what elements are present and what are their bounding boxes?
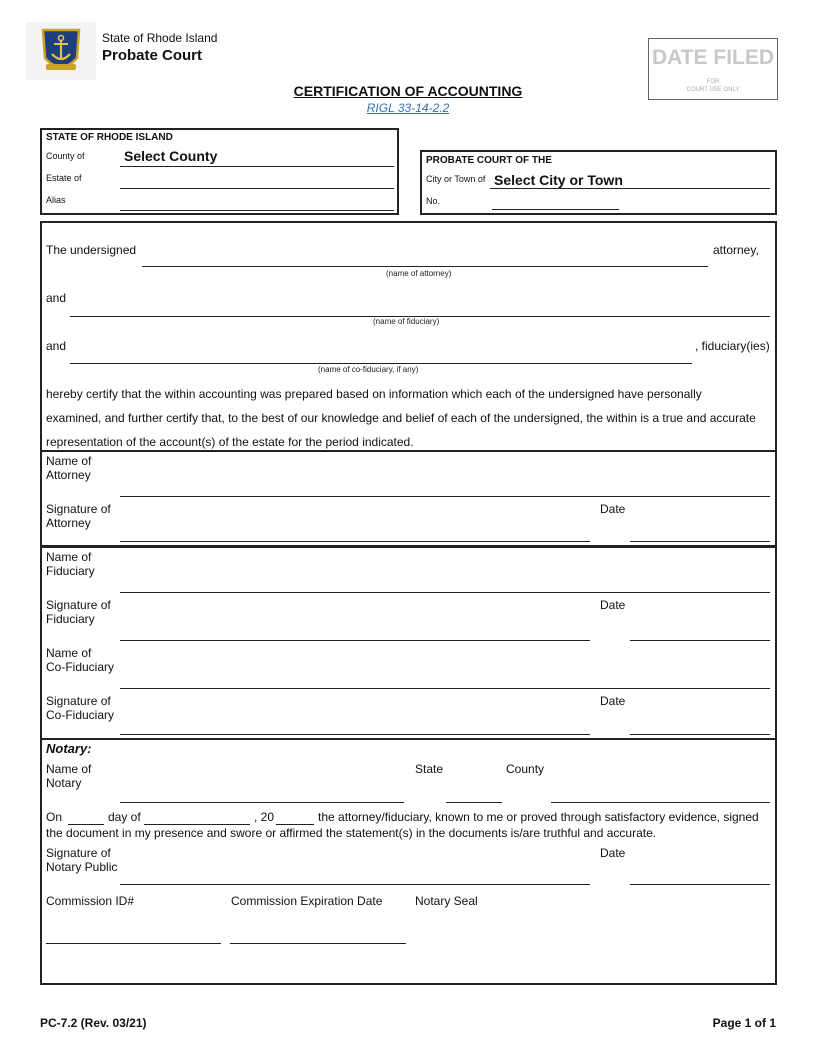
notary-signature-label: Signature of Notary Public — [46, 846, 118, 874]
county-underline — [120, 166, 394, 167]
alias-label: Alias — [46, 195, 66, 205]
cofiduciary-signature-underline — [120, 734, 590, 735]
notary-name-input[interactable] — [120, 786, 404, 802]
year-input[interactable] — [276, 808, 314, 824]
notary-seal-label: Notary Seal — [415, 894, 478, 908]
cofiduciary-date-underline — [630, 734, 770, 735]
attorney-name-underline — [142, 266, 708, 267]
state-name: State of Rhode Island — [102, 31, 218, 45]
notary-date-input[interactable] — [630, 868, 770, 884]
county-label: County of — [46, 151, 85, 161]
estate-input[interactable] — [120, 172, 394, 188]
estate-underline — [120, 188, 394, 189]
fiduciaries-suffix: , fiduciary(ies) — [695, 339, 770, 353]
and-text-1: and — [46, 291, 67, 305]
commission-id-underline — [46, 943, 221, 944]
estate-label: Estate of — [46, 173, 82, 183]
fiduciary-printed-name-underline — [120, 592, 770, 593]
court-use-label-1: FOR — [706, 79, 720, 85]
case-no-underline — [492, 209, 619, 210]
fiduciary-name-input[interactable] — [70, 300, 770, 316]
cofiduciary-signature-label: Signature of Co-Fiduciary — [46, 694, 115, 722]
certification-line-1: hereby certify that the within accounting was prepared based on information which each of the undersigned have personally — [46, 387, 702, 401]
day-underline — [68, 824, 104, 825]
attorney-date-underline — [630, 541, 770, 542]
alias-underline — [120, 210, 394, 211]
attorney-name-label: Name of Attorney — [46, 454, 92, 482]
city-label: City or Town of — [426, 174, 486, 184]
commission-exp-label: Commission Expiration Date — [231, 894, 383, 908]
fiduciary-signature-underline — [120, 640, 590, 641]
county-select[interactable]: Select County — [124, 148, 218, 164]
attorney-signature-input[interactable] — [120, 525, 590, 541]
notary-statement-2: the document in my presence and swore or affirmed the statement(s) in the documents is/are truthful and accurate. — [46, 826, 657, 840]
alias-input[interactable] — [120, 194, 394, 210]
notary-date-label: Date — [600, 846, 626, 860]
attorney-name-caption: (name of attorney) — [386, 269, 452, 278]
attorney-name-input[interactable] — [142, 250, 708, 266]
fiduciary-signature-input[interactable] — [120, 624, 590, 640]
date-filed-label: DATE FILED — [651, 46, 775, 69]
attorney-date-input[interactable] — [630, 525, 770, 541]
fiduciary-printed-name-input[interactable] — [120, 576, 770, 592]
cofiduciary-date-label: Date — [600, 694, 626, 708]
notary-county-underline — [551, 802, 770, 803]
notary-heading: Notary: — [46, 741, 92, 756]
certification-line-2: examined, and further certify that, to the best of our knowledge and belief of each of the undersigned, the within is a true and accurate — [46, 411, 756, 425]
case-no-label: No. — [426, 196, 441, 206]
attorney-printed-name-input[interactable] — [120, 480, 770, 496]
attorney-date-label: Date — [600, 502, 626, 516]
state-heading: STATE OF RHODE ISLAND — [46, 132, 173, 143]
cofiduciary-name-underline — [70, 363, 692, 364]
attorney-signature-underline — [120, 541, 590, 542]
notary-county-label: County — [506, 762, 545, 776]
notary-signature-underline — [120, 884, 590, 885]
notary-date-underline — [630, 884, 770, 885]
notary-name-underline — [120, 802, 404, 803]
cofiduciary-name-label: Name of Co-Fiduciary — [46, 646, 115, 674]
month-underline — [144, 824, 250, 825]
form-title: CERTIFICATION OF ACCOUNTING — [293, 83, 523, 99]
cofiduciary-name-input[interactable] — [70, 347, 692, 363]
notary-statement-1: the attorney/fiduciary, known to me or proved through satisfactory evidence, signed — [318, 810, 759, 824]
statute-link[interactable]: RIGL 33-14-2.2 — [366, 101, 450, 115]
attorney-signature-label: Signature of Attorney — [46, 502, 111, 530]
notary-state-underline — [446, 802, 502, 803]
cofiduciary-printed-name-input[interactable] — [120, 672, 770, 688]
day-input[interactable] — [68, 808, 104, 824]
fiduciary-name-caption: (name of fiduciary) — [373, 317, 440, 326]
ri-anchor-seal-icon — [26, 22, 96, 80]
year-underline — [276, 824, 314, 825]
city-select[interactable]: Select City or Town — [494, 172, 623, 188]
fiduciary-date-underline — [630, 640, 770, 641]
notary-name-label: Name of Notary — [46, 762, 92, 790]
notary-state-label: State — [415, 762, 444, 776]
undersigned-text: The undersigned — [46, 243, 137, 257]
fiduciary-name-label: Name of Fiduciary — [46, 550, 95, 578]
form-number: PC-7.2 (Rev. 03/21) — [40, 1016, 147, 1030]
commission-exp-input[interactable] — [230, 927, 406, 943]
cofiduciary-name-caption: (name of co-fiduciary, if any) — [318, 365, 419, 374]
cofiduciary-signature-input[interactable] — [120, 718, 590, 734]
court-seal — [26, 22, 96, 80]
commission-exp-underline — [230, 943, 406, 944]
on-text: On — [46, 810, 63, 824]
year-prefix-text: , 20 — [254, 810, 275, 824]
notary-county-input[interactable] — [551, 786, 770, 802]
and-text-2: and — [46, 339, 67, 353]
fiduciary-signature-label: Signature of Fiduciary — [46, 598, 111, 626]
fiduciary-date-input[interactable] — [630, 624, 770, 640]
notary-signature-input[interactable] — [120, 868, 590, 884]
attorney-suffix: attorney, — [713, 243, 759, 257]
notary-state-input[interactable] — [446, 786, 502, 802]
probate-heading: PROBATE COURT OF THE — [426, 155, 552, 166]
certification-line-3: representation of the account(s) of the estate for the period indicated. — [46, 435, 414, 449]
fiduciary-date-label: Date — [600, 598, 626, 612]
city-underline — [490, 188, 770, 189]
cofiduciary-date-input[interactable] — [630, 718, 770, 734]
month-input[interactable] — [144, 808, 250, 824]
commission-id-label: Commission ID# — [46, 894, 135, 908]
commission-id-input[interactable] — [46, 927, 221, 943]
notary-box — [40, 738, 777, 985]
cofiduciary-printed-name-underline — [120, 688, 770, 689]
day-of-text: day of — [108, 810, 141, 824]
court-name: Probate Court — [102, 47, 203, 64]
case-no-input[interactable] — [492, 193, 619, 209]
court-use-label-2: COURT USE ONLY — [686, 87, 740, 93]
attorney-printed-name-underline — [120, 496, 770, 497]
page-number: Page 1 of 1 — [712, 1016, 776, 1030]
